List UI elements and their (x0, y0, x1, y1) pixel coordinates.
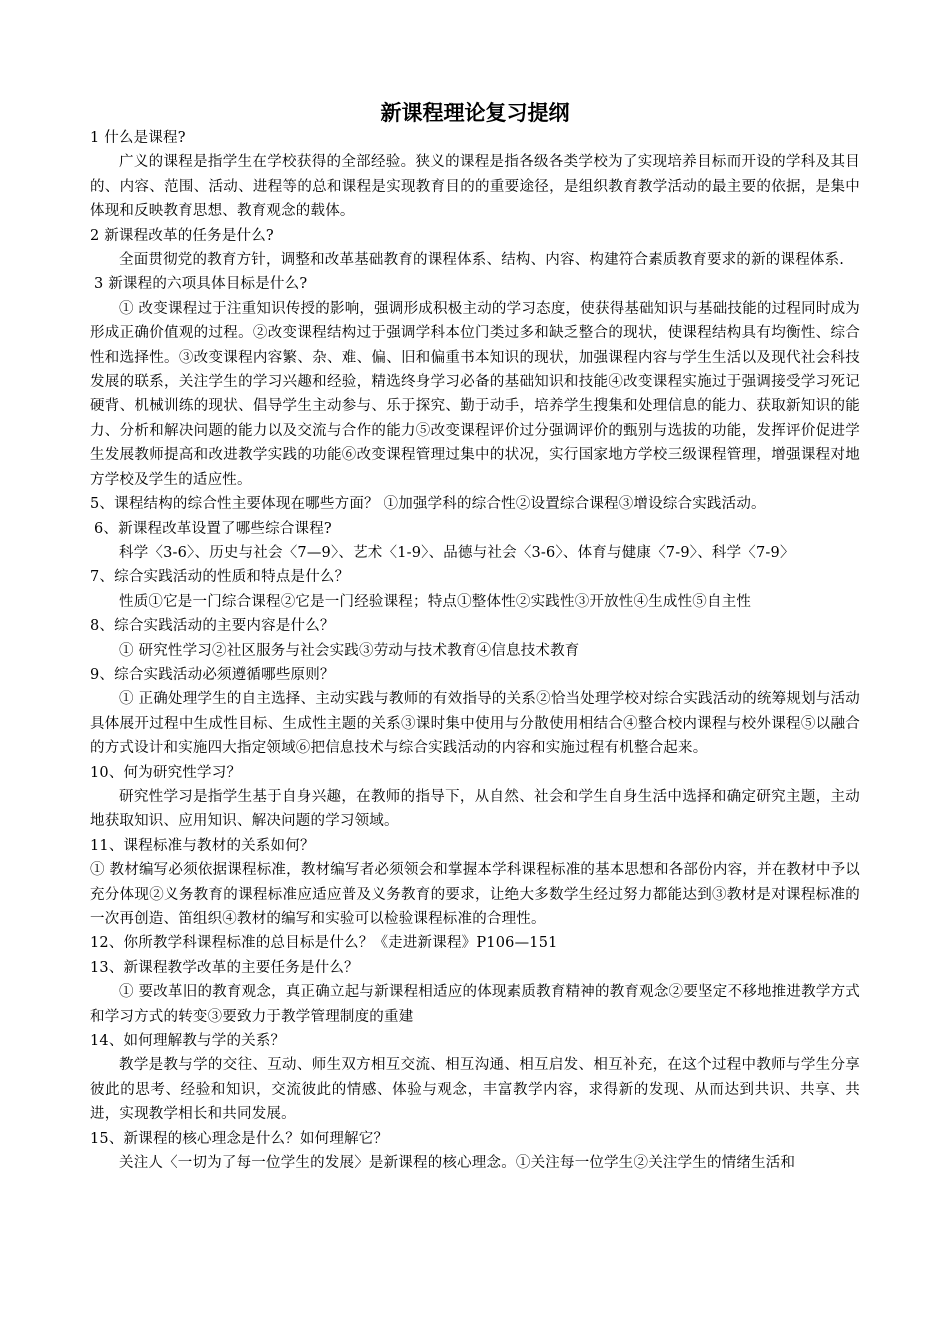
answer-13: ① 要改革旧的教育观念，真正确立起与新课程相适应的体现素质教育精神的教育观念②要坚定不移地推进教学方式和学习方式的转变③要致力于教学管理制度的重建 (90, 984, 860, 1025)
answer-2: 全面贯彻党的教育方针，调整和改革基础教育的课程体系、结构、内容、构建符合素质教育要求的新的课程体系. (119, 252, 845, 269)
answer-9: ① 正确处理学生的自主选择、主动实践与教师的有效指导的关系②恰当处理学校对综合实践活动的统筹规划与活动具体展开过程中生成性目标、生成性主题的关系③课时集中使用与分散使用相结合④整合校内课程与校外课程⑤以融合的方式设计和实施四大指定领域⑥把信息技术与综合实践活动的内容和实施过程有机整合起来。 (90, 691, 860, 757)
question-3: 3 新课程的六项具体目标是什么? (94, 276, 308, 293)
question-12: 12、你所教学科课程标准的总目标是什么？《走进新课程》P106—151 (90, 935, 558, 952)
question-10: 10、何为研究性学习？ (90, 764, 242, 781)
document-title: 新课程理论复习提纲 (380, 101, 570, 125)
question-9: 9、综合实践活动必须遵循哪些原则？ (90, 666, 335, 683)
question-7: 7、综合实践活动的性质和特点是什么？ (90, 569, 350, 586)
question-2: 2 新课程改革的任务是什么? (90, 227, 274, 244)
question-13: 13、新课程教学改革的主要任务是什么？ (90, 959, 359, 976)
question-5: 5、课程结构的综合性主要体现在哪些方面？ ①加强学科的综合性②设置综合课程③增设综合实践活动。 (90, 496, 766, 513)
answer-15: 关注人〈一切为了每一位学生的发展〉是新课程的核心理念。①关注每一位学生②关注学生的情绪生活和 (119, 1155, 796, 1172)
answer-14: 教学是教与学的交往、互动、师生双方相互交流、相互沟通、相互启发、相互补充，在这个过程中教师与学生分享彼此的思考、经验和知识，交流彼此的情感、体验与观念，丰富教学内容，求得新的发现、从而达到共识、共享、共进，实现教学相长和共同发展。 (90, 1057, 860, 1123)
question-14: 14、如何理解教与学的关系？ (90, 1033, 286, 1050)
answer-1: 广义的课程是指学生在学校获得的全部经验。狭义的课程是指各级各类学校为了实现培养目标而开设的学科及其目的、内容、范围、活动、进程等的总和课程是实现教育目的的重要途径，是组织教育教学活动的最主要的依据，是集中体现和反映教育思想、教育观念的载体。 (90, 154, 860, 220)
question-6: 6、新课程改革设置了哪些综合课程? (94, 520, 332, 537)
question-1: 1 什么是课程? (90, 130, 186, 146)
question-11: 11、课程标准与教材的关系如何？ (90, 837, 315, 854)
answer-3: ① 改变课程过于注重知识传授的影响，强调形成积极主动的学习态度，使获得基础知识与基础技能的过程同时成为形成正确价值观的过程。②改变课程结构过于强调学科本位门类过多和缺乏整合的现状，使课程结构具有均衡性、综合性和选择性。③改变课程内容繁、杂、难、偏、旧和偏重书本知识的现状，加强课程内容与学生生活以及现代社会科技发展的联系，关注学生的学习兴趣和经验，精选终身学习必备的基础知识和技能④改变课程实施过于强调接受学习死记硬背、机械训练的现状、倡导学生主动参与、乐于探究、勤于动手，培养学生搜集和处理信息的能力、获取新知识的能力、分析和解决问题的能力以及交流与合作的能力⑤改变课程评价过分强调评价的甄别与选拔的功能，发挥评价促进学生发展教师提高和改进教学实践的功能⑥改变课程管理过集中的状况，实行国家地方学校三级课程管理，增强课程对地方学校及学生的适应性。 (90, 300, 860, 488)
question-15: 15、新课程的核心理念是什么？如何理解它？ (90, 1130, 389, 1147)
answer-7: 性质①它是一门综合课程②它是一门经验课程；特点①整体性②实践性③开放性④生成性⑤自主性 (119, 593, 752, 610)
document-body (90, 126, 860, 1175)
answer-10: 研究性学习是指学生基于自身兴趣，在教师的指导下，从自然、社会和学生自身生活中选择和确定研究主题，主动地获取知识、应用知识、解决问题的学习领域。 (90, 788, 860, 830)
answer-8: ① 研究性学习②社区服务与社会实践③劳动与技术教育④信息技术教育 (119, 642, 580, 659)
question-8: 8、综合实践活动的主要内容是什么？ (90, 618, 335, 635)
answer-6: 科学〈3-6〉、历史与社会〈7—9〉、艺术〈1-9〉、品德与社会〈3-6〉、体育与健康〈7-9〉、科学〈7-9〉 (119, 544, 795, 561)
answer-11: ① 教材编写必须依据课程标准，教材编写者必须领会和掌握本学科课程标准的基本思想和各部份内容，并在教材中予以充分体现②义务教育的课程标准应适应普及义务教育的要求，让绝大多数学生经过努力都能达到③教材是对课程标准的一次再创造、笛组织④教材的编写和实验可以检验课程标准的合理性。 (90, 862, 860, 927)
